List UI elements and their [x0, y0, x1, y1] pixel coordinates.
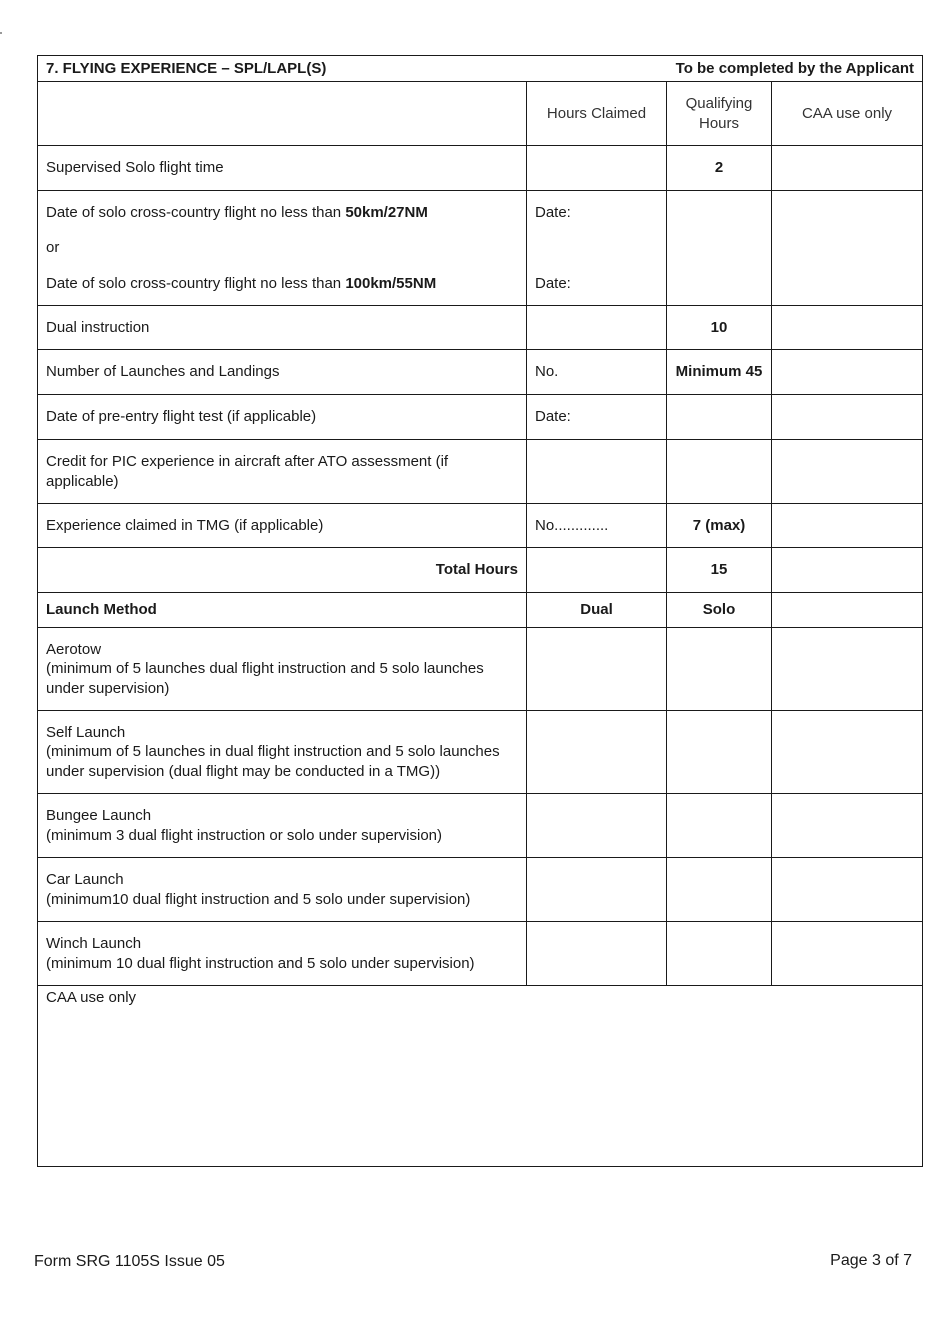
- launch-method-name: Aerotow: [46, 640, 102, 658]
- launch-row-aerotow: [38, 628, 923, 711]
- launch-dual-field[interactable]: [527, 711, 667, 794]
- pre-entry-label: Date of pre-entry flight test (if applicable): [38, 395, 527, 440]
- pre-entry-date-field[interactable]: Date:: [527, 395, 667, 440]
- launch-dual-field[interactable]: [527, 922, 667, 986]
- launch-row-winch: [38, 922, 923, 986]
- cross-country-caa-field: [772, 191, 923, 306]
- table-row: [38, 306, 923, 350]
- launch-solo-field[interactable]: [667, 794, 772, 858]
- cross-country-line1: Date of solo cross-country flight no less than: [46, 203, 346, 221]
- launch-header-row: [38, 593, 923, 628]
- table-row: [38, 504, 923, 548]
- launch-dual-field[interactable]: [527, 628, 667, 711]
- launch-caa-field: [772, 794, 923, 858]
- pic-credit-label: Credit for PIC experience in aircraft after ATO assessment (if applicable): [38, 440, 527, 504]
- launch-method-name: Self Launch: [46, 723, 126, 741]
- tmg-qualifying: 7 (max): [667, 504, 772, 548]
- launch-solo-field[interactable]: [667, 711, 772, 794]
- launch-method-detail: (minimum 3 dual flight instruction or solo under supervision): [46, 826, 443, 844]
- pre-entry-caa-field: [772, 395, 923, 440]
- flying-experience-table: [37, 55, 923, 1167]
- pic-credit-qualifying: [667, 440, 772, 504]
- solo-flight-caa-field: [772, 146, 923, 191]
- section-header-row: [38, 56, 923, 82]
- launch-method-header: Launch Method: [38, 593, 527, 628]
- launch-caa-field: [772, 711, 923, 794]
- dual-instruction-qualifying: 10: [667, 306, 772, 350]
- page-edge-mark: [0, 32, 2, 34]
- caa-use-box-row: [38, 986, 923, 1167]
- launch-solo-field[interactable]: [667, 922, 772, 986]
- pre-entry-qualifying: [667, 395, 772, 440]
- launch-method-cell: [38, 628, 527, 711]
- launch-caa-field: [772, 858, 923, 922]
- launch-method-cell: [38, 858, 527, 922]
- launches-claimed-field[interactable]: No.: [527, 350, 667, 395]
- launch-method-name: Winch Launch: [46, 935, 142, 952]
- cross-country-date-field[interactable]: [527, 191, 667, 306]
- cross-country-date2-label: Date:: [535, 274, 571, 292]
- launches-qualifying: Minimum 45: [667, 350, 772, 395]
- section-title: 7. FLYING EXPERIENCE – SPL/LAPL(S): [46, 59, 327, 77]
- launch-method-cell: [38, 794, 527, 858]
- caa-use-only-label: CAA use only: [46, 989, 137, 1006]
- cross-country-distance2: 100km/55NM: [345, 274, 437, 292]
- launch-solo-field[interactable]: [667, 628, 772, 711]
- launch-dual-header: Dual: [527, 593, 667, 628]
- total-row: [38, 548, 923, 593]
- cross-country-line2: Date of solo cross-country flight no less than: [46, 274, 346, 292]
- launch-row-self-launch: [38, 711, 923, 794]
- launch-solo-field[interactable]: [667, 858, 772, 922]
- dual-instruction-caa-field: [772, 306, 923, 350]
- pic-credit-caa-field: [772, 440, 923, 504]
- tmg-claimed-field[interactable]: No.............: [527, 504, 667, 548]
- blank-header-cell: [38, 82, 527, 146]
- total-hours-qualifying: 15: [667, 548, 772, 593]
- cross-country-date1-label: Date:: [535, 203, 571, 221]
- cross-country-distance1: 50km/27NM: [345, 203, 428, 221]
- launch-dual-field[interactable]: [527, 858, 667, 922]
- section-note: To be completed by the Applicant: [675, 59, 914, 77]
- column-header-row: [38, 82, 923, 146]
- page-number: Page 3 of 7: [830, 1252, 912, 1269]
- solo-flight-label: Supervised Solo flight time: [38, 146, 527, 191]
- launches-label: Number of Launches and Landings: [38, 350, 527, 395]
- table-row: [38, 440, 923, 504]
- form-reference: Form SRG 1105S Issue 05: [34, 1253, 225, 1270]
- launch-caa-header: [772, 593, 923, 628]
- launch-row-car: [38, 858, 923, 922]
- launch-solo-header: Solo: [667, 593, 772, 628]
- table-row: [38, 350, 923, 395]
- caa-use-only-header: CAA use only: [772, 82, 923, 146]
- caa-use-only-box: [38, 986, 923, 1167]
- launch-method-detail: (minimum10 dual flight instruction and 5 solo under supervision): [46, 890, 471, 908]
- tmg-label: Experience claimed in TMG (if applicable): [38, 504, 527, 548]
- total-hours-caa-field: [772, 548, 923, 593]
- qualifying-hours-header: Qualifying Hours: [667, 82, 772, 146]
- cross-country-qualifying: [667, 191, 772, 306]
- launch-caa-field: [772, 628, 923, 711]
- launch-method-name: Bungee Launch: [46, 807, 152, 824]
- cross-country-label: [38, 191, 527, 306]
- launch-method-detail: (minimum of 5 launches dual flight instruction and 5 solo launches under supervision): [46, 660, 484, 697]
- total-hours-claimed-field[interactable]: [527, 548, 667, 593]
- launch-caa-field: [772, 922, 923, 986]
- tmg-caa-field: [772, 504, 923, 548]
- launch-method-name: Car Launch: [46, 871, 124, 888]
- solo-flight-claimed-field[interactable]: [527, 146, 667, 191]
- launches-caa-field: [772, 350, 923, 395]
- table-row: [38, 191, 923, 306]
- launch-dual-field[interactable]: [527, 794, 667, 858]
- cross-country-or: or: [46, 239, 60, 257]
- hours-claimed-header: Hours Claimed: [527, 82, 667, 146]
- launch-method-cell: [38, 711, 527, 794]
- table-row: [38, 146, 923, 191]
- dual-instruction-claimed-field[interactable]: [527, 306, 667, 350]
- solo-flight-qualifying: 2: [667, 146, 772, 191]
- launch-row-bungee: [38, 794, 923, 858]
- table-row: [38, 395, 923, 440]
- launch-method-detail: (minimum 10 dual flight instruction and 5 solo under supervision): [46, 954, 475, 972]
- launch-method-cell: [38, 922, 527, 986]
- launch-method-detail: (minimum of 5 launches in dual flight instruction and 5 solo launches under supervision (dual flight may be conducted in a TMG)): [46, 743, 500, 780]
- total-hours-label: Total Hours: [38, 548, 527, 593]
- dual-instruction-label: Dual instruction: [38, 306, 527, 350]
- pic-credit-claimed-field[interactable]: [527, 440, 667, 504]
